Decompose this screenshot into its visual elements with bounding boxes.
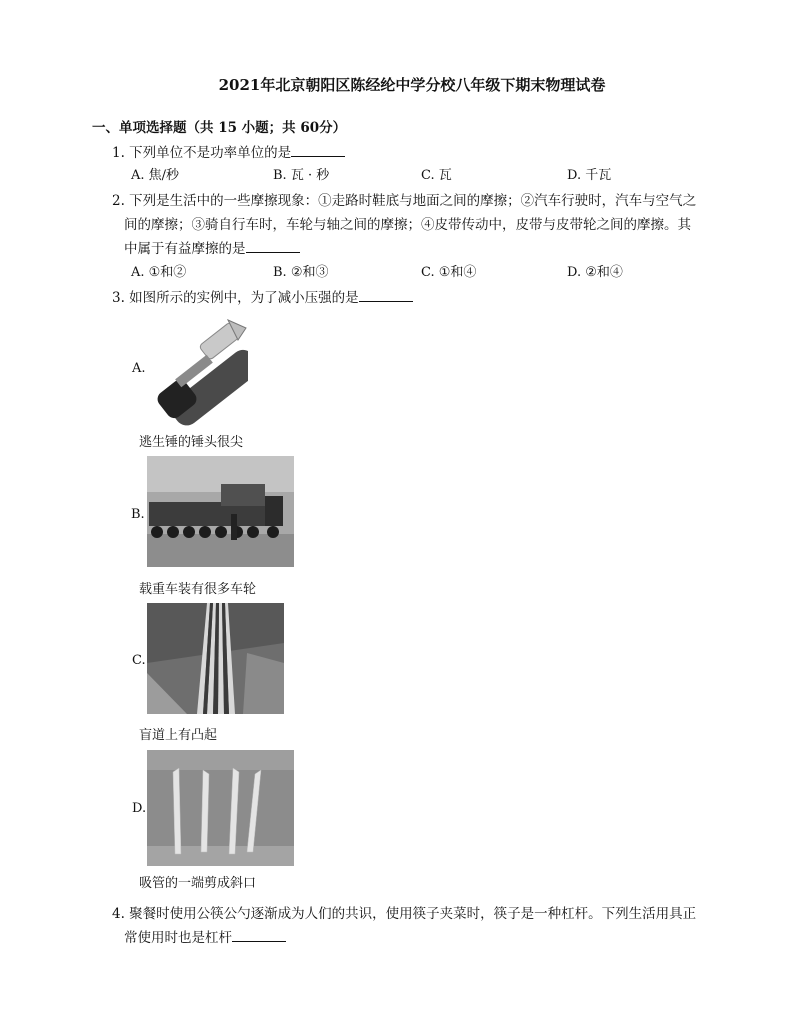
question-4-line-2 bbox=[112, 926, 712, 950]
q1-option-d: D. 千瓦 bbox=[567, 168, 612, 183]
q3-choice-d-caption: 吸管的一端剪成斜口 bbox=[139, 876, 257, 891]
answer-blank bbox=[359, 287, 413, 302]
q3-choice-a-caption: 逃生锤的锤头很尖 bbox=[139, 435, 244, 450]
question-3-text: 3. 如图所示的实例中，为了减小压强的是 bbox=[112, 290, 359, 306]
heavy-truck-image bbox=[147, 456, 294, 567]
question-1-text: 1. 下列单位不是功率单位的是 bbox=[112, 145, 292, 161]
question-2 bbox=[112, 189, 712, 261]
page-title: 2021年北京朝阳区陈经纶中学分校八年级下期末物理试卷 bbox=[218, 76, 606, 94]
q2-option-c: C. ①和④ bbox=[421, 265, 477, 280]
question-2-line-2: 间的摩擦；③骑自行车时，车轮与轴之间的摩擦；④皮带传动中，皮带与皮带轮之间的摩擦。其 bbox=[124, 217, 691, 233]
answer-blank bbox=[232, 927, 286, 942]
q2-option-a: A. ①和② bbox=[131, 265, 187, 280]
q3-choice-b-caption: 载重车装有很多车轮 bbox=[139, 582, 257, 597]
q3-choice-a-letter: A. bbox=[132, 361, 146, 376]
q3-choice-b-letter: B. bbox=[131, 507, 145, 522]
question-2-line-1: 2. 下列是生活中的一些摩擦现象：①走路时鞋底与地面之间的摩擦；②汽车行驶时，汽车与空气之 bbox=[112, 193, 697, 209]
question-3 bbox=[112, 286, 413, 310]
q3-choice-c-caption: 盲道上有凸起 bbox=[139, 728, 218, 743]
question-2-line-3-text: 中属于有益摩擦的是 bbox=[124, 241, 246, 257]
q1-option-b: B. 瓦 · 秒 bbox=[273, 168, 330, 183]
tactile-paving-image bbox=[147, 603, 284, 714]
question-4-line-2-text: 常使用时也是杠杆 bbox=[124, 930, 232, 946]
question-4 bbox=[112, 902, 712, 950]
q2-option-d: D. ②和④ bbox=[567, 265, 623, 280]
section-heading: 一、单项选择题（共 15 小题；共 60分） bbox=[92, 120, 347, 136]
q1-option-a: A. 焦/秒 bbox=[131, 168, 180, 183]
question-2-line-3 bbox=[112, 237, 712, 261]
question-4-line-1: 4. 聚餐时使用公筷公勺逐渐成为人们的共识，使用筷子夹菜时，筷子是一种杠杆。下列生活用具正 bbox=[112, 906, 697, 922]
question-1 bbox=[112, 141, 345, 165]
q2-option-b: B. ②和③ bbox=[273, 265, 329, 280]
q1-option-c: C. 瓦 bbox=[421, 168, 452, 183]
answer-blank bbox=[246, 238, 300, 253]
straws-image bbox=[147, 750, 294, 866]
escape-hammer-image bbox=[148, 318, 248, 428]
q3-choice-c-letter: C. bbox=[132, 653, 146, 668]
q3-choice-d-letter: D. bbox=[132, 801, 147, 816]
answer-blank bbox=[291, 142, 345, 157]
